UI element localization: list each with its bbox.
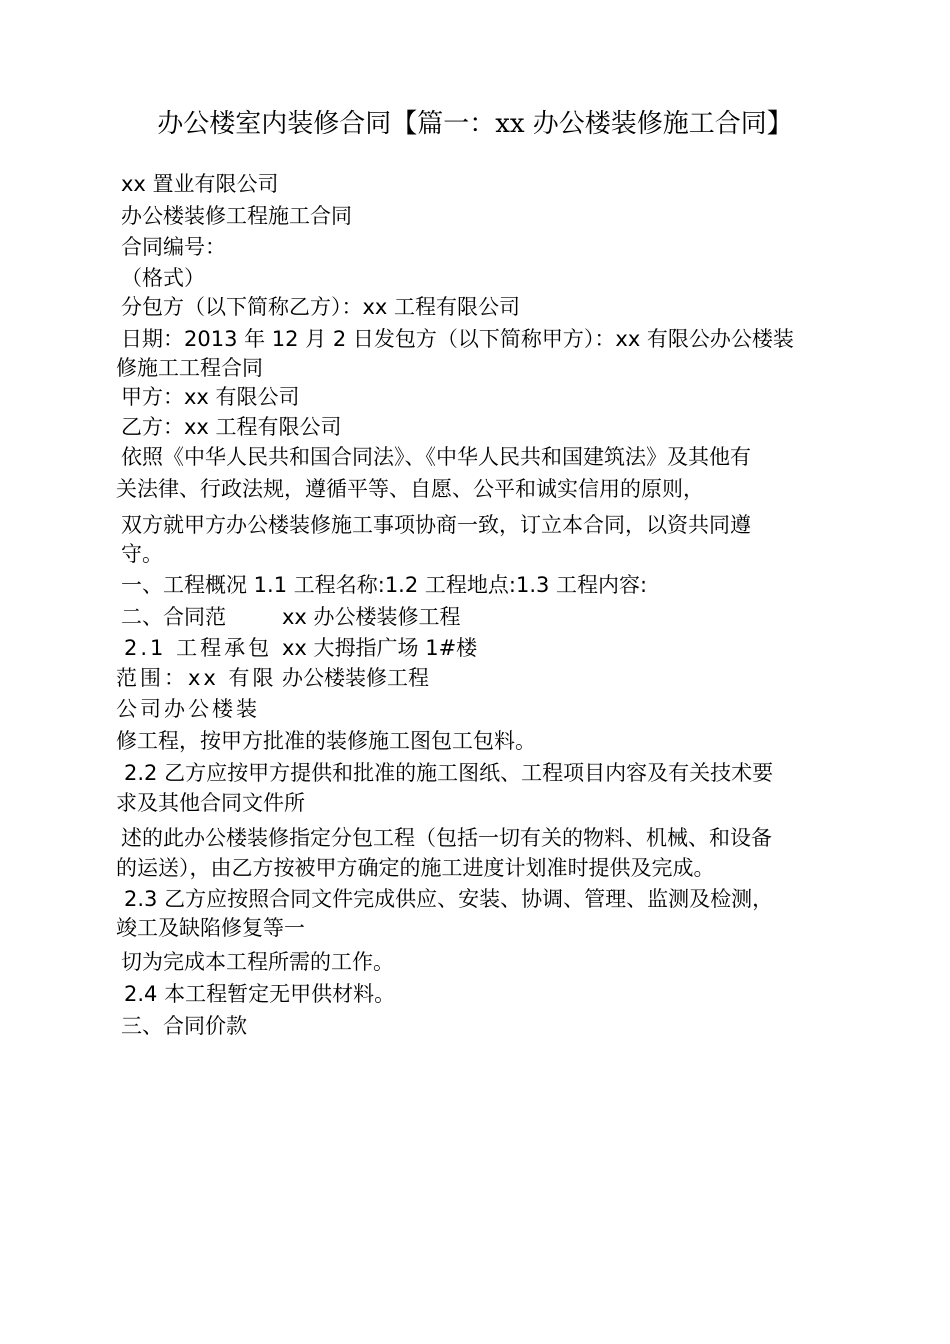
text-line: xx 大拇指广场 1#楼 bbox=[282, 636, 478, 660]
text-line: 2.3 乙方应按照合同文件完成供应、安装、协调、管理、监测及检测， bbox=[124, 887, 774, 911]
document-title: 办公楼室内装修合同【篇一：xx 办公楼装修施工合同】 bbox=[157, 109, 793, 139]
text-line: 办公楼装修工程施工合同 bbox=[121, 204, 352, 228]
text-line: 守。 bbox=[121, 542, 163, 566]
text-line: 分包方（以下简称乙方）：xx 工程有限公司 bbox=[121, 295, 521, 319]
text-line: 切为完成本工程所需的工作。 bbox=[121, 950, 394, 974]
text-line: 2.1 工程承包 bbox=[124, 636, 273, 660]
text-line: 竣工及缺陷修复等一 bbox=[116, 916, 305, 940]
text-line: 三、合同价款 bbox=[121, 1014, 247, 1038]
text-line: 修工程，按甲方批准的装修施工图包工包料。 bbox=[116, 729, 536, 753]
text-line: 范围：xx 有限 bbox=[116, 666, 277, 690]
text-line: 修施工工程合同 bbox=[116, 356, 263, 380]
text-line: 述的此办公楼装修指定分包工程（包括一切有关的物料、机械、和设备 bbox=[121, 826, 772, 850]
text-line: （格式） bbox=[121, 266, 205, 290]
text-line: 合同编号： bbox=[121, 235, 226, 259]
text-line: 双方就甲方办公楼装修施工事项协商一致，订立本合同，以资共同遵 bbox=[121, 513, 751, 537]
text-line: 关法律、行政法规，遵循平等、自愿、公平和诚实信用的原则， bbox=[116, 477, 704, 501]
text-line: 求及其他合同文件所 bbox=[116, 791, 305, 815]
text-line: 日期：2013 年 12 月 2 日发包方（以下简称甲方）：xx 有限公办公楼装 bbox=[121, 327, 794, 351]
text-line: 2.2 乙方应按甲方提供和批准的施工图纸、工程项目内容及有关技术要 bbox=[124, 761, 774, 785]
text-line: 的运送），由乙方按被甲方确定的施工进度计划准时提供及完成。 bbox=[116, 856, 715, 880]
text-line: 依照《中华人民共和国合同法》、《中华人民共和国建筑法》及其他有 bbox=[121, 445, 751, 469]
text-line: 一、工程概况 1.1 工程名称:1.2 工程地点:1.3 工程内容: bbox=[121, 573, 648, 597]
text-line: 乙方：xx 工程有限公司 bbox=[121, 415, 342, 439]
text-line: 2.4 本工程暂定无甲供材料。 bbox=[124, 982, 396, 1006]
text-line: 二、合同范 bbox=[121, 605, 226, 629]
text-line: xx 置业有限公司 bbox=[121, 172, 279, 196]
text-line: 公司办公楼装 bbox=[116, 697, 260, 721]
text-line: 办公楼装修工程 bbox=[282, 666, 429, 690]
text-line: 甲方：xx 有限公司 bbox=[121, 385, 300, 409]
text-line: xx 办公楼装修工程 bbox=[282, 605, 461, 629]
